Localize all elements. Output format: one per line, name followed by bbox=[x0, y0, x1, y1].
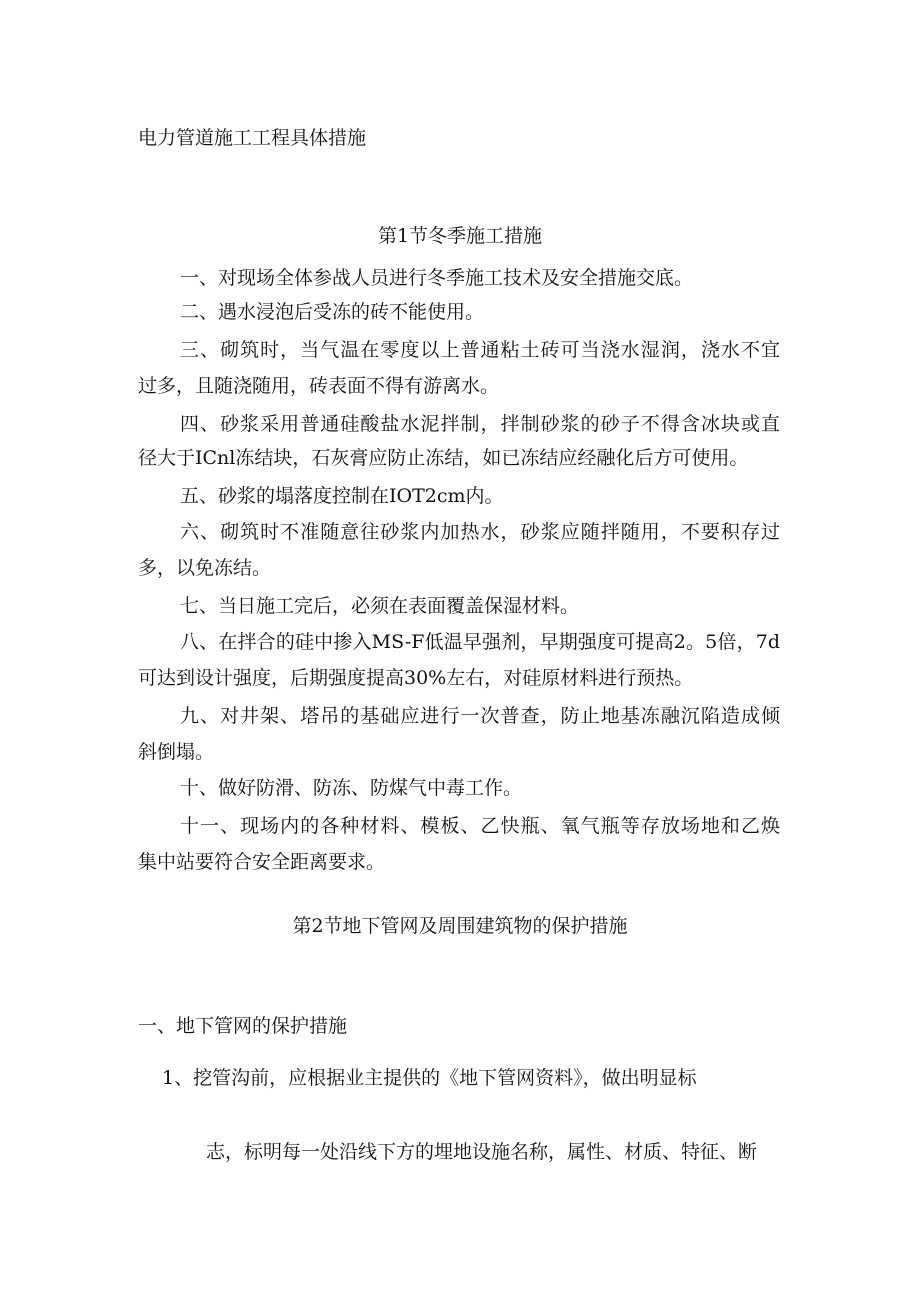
section-1-item-11-line-2: 集中站要符合安全距离要求。 bbox=[138, 851, 386, 873]
section-1-item-4-line-2: 径大于ICnl冻结块，石灰膏应防止冻结，如已冻结应经融化后方可使用。 bbox=[138, 447, 749, 469]
section-1-item-9-line-1: 九、对井架、塔吊的基础应进行一次普查，防止地基冻融沉陷造成倾 bbox=[180, 705, 780, 727]
section-1-item-11-line-1: 十一、现场内的各种材料、模板、乙快瓶、氧气瓶等存放场地和乙焕 bbox=[180, 815, 780, 837]
section-1-item-4-line-1: 四、砂浆采用普通硅酸盐水泥拌制，拌制砂浆的砂子不得含冰块或直 bbox=[180, 413, 780, 435]
section-1-item-9-line-2: 斜倒塌。 bbox=[138, 741, 215, 763]
section-1-item-8-line-1: 八、在拌合的硅中掺入MS-F低温早强剂，早期强度可提高2。5倍，7d bbox=[180, 631, 780, 653]
section-2-sub-heading: 一、地下管网的保护措施 bbox=[138, 1015, 348, 1037]
section-2-item-1-line-2: 志，标明每一处沿线下方的埋地设施名称，属性、材质、特征、断 bbox=[206, 1141, 758, 1163]
section-1-item-3-line-2: 过多，且随浇随用，砖表面不得有游离水。 bbox=[138, 375, 500, 397]
section-1-item-7: 七、当日施工完后，必须在表面覆盖保湿材料。 bbox=[180, 595, 580, 617]
section-2-item-1-line-1: 1、挖管沟前，应根据业主提供的《地下管网资料》，做出明显标 bbox=[162, 1067, 697, 1089]
section-2-heading: 第2节地下管网及周围建筑物的保护措施 bbox=[292, 915, 628, 937]
section-1-heading: 第1节冬季施工措施 bbox=[377, 225, 543, 247]
section-1-item-3-line-1: 三、砌筑时，当气温在零度以上普通粘土砖可当浇水湿润，浇水不宜 bbox=[180, 339, 780, 361]
section-1-item-6-line-1: 六、砌筑时不准随意往砂浆内加热水，砂浆应随拌随用，不要积存过 bbox=[180, 521, 780, 543]
document-title: 电力管道施工工程具体措施 bbox=[138, 127, 367, 149]
section-1-item-1: 一、对现场全体参战人员进行冬季施工技术及安全措施交底。 bbox=[180, 267, 694, 289]
section-1-item-2: 二、遇水浸泡后受冻的砖不能使用。 bbox=[180, 301, 485, 323]
section-1-item-5: 五、砂浆的塌落度控制在IOT2cm内。 bbox=[180, 485, 504, 507]
section-1-item-8-line-2: 可达到设计强度，后期强度提高30%左右，对硅原材料进行预热。 bbox=[138, 667, 694, 689]
section-1-item-6-line-2: 多，以免冻结。 bbox=[138, 557, 272, 579]
section-1-item-10: 十、做好防滑、防冻、防煤气中毒工作。 bbox=[180, 777, 523, 799]
